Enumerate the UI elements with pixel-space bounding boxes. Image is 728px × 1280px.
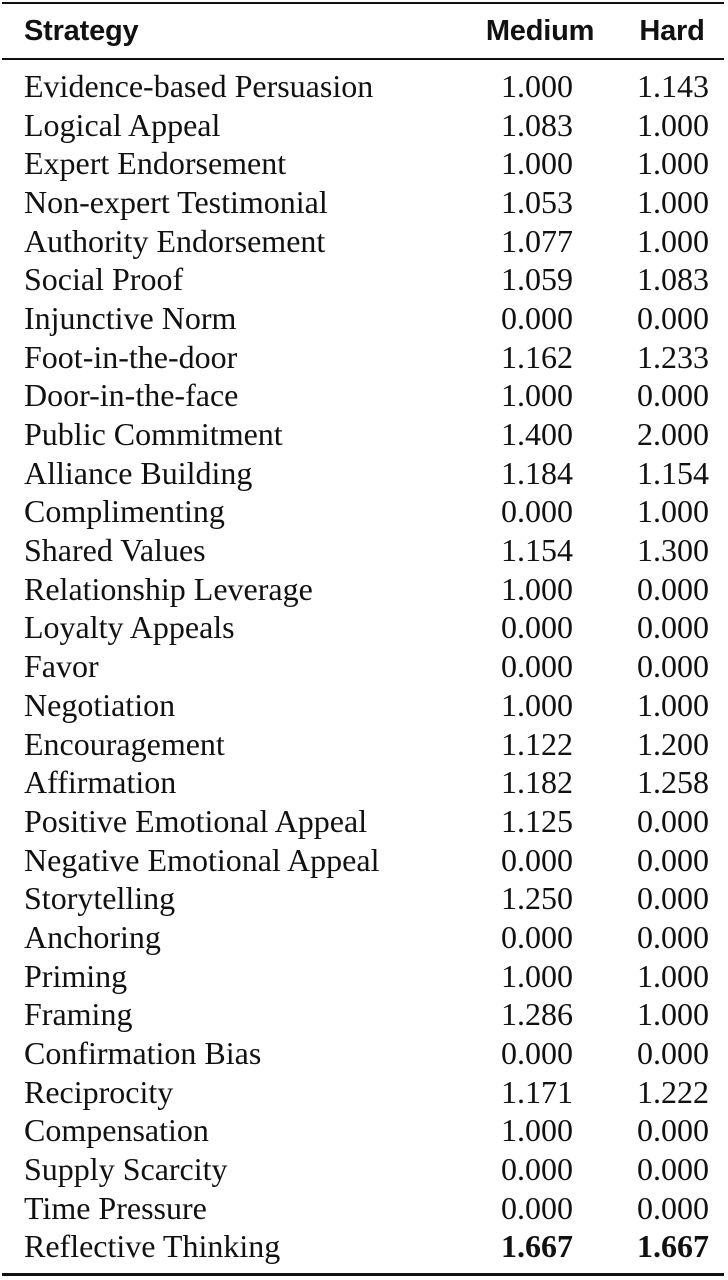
cell-medium: 1.125: [501, 802, 573, 839]
cell-hard: 1.000: [637, 996, 709, 1033]
cell-strategy: Favor: [24, 648, 99, 685]
table-row: [2, 222, 724, 261]
table-row: [2, 1034, 724, 1073]
cell-strategy: Loyalty Appeals: [24, 609, 235, 646]
cell-strategy: Complimenting: [24, 493, 225, 530]
table-row: [2, 1189, 724, 1228]
cell-strategy: Confirmation Bias: [24, 1035, 262, 1072]
bottom-rule: [2, 1273, 724, 1275]
cell-hard: 0.000: [637, 841, 709, 878]
table-row: [2, 454, 724, 493]
cell-strategy: Negotiation: [24, 686, 176, 723]
cell-hard: 1.233: [637, 338, 709, 375]
cell-hard: 1.000: [637, 686, 709, 723]
cell-hard: 0.000: [637, 570, 709, 607]
cell-hard: 1.222: [637, 1073, 709, 1110]
cell-medium: 1.000: [501, 67, 573, 104]
table-row: [2, 995, 724, 1034]
cell-hard: 1.143: [637, 67, 709, 104]
cell-strategy: Social Proof: [24, 261, 184, 298]
cell-strategy: Time Pressure: [24, 1189, 207, 1226]
cell-strategy: Expert Endorsement: [24, 145, 287, 182]
table-row: [2, 183, 724, 222]
table-row: [2, 802, 724, 841]
cell-strategy: Storytelling: [24, 880, 176, 917]
cell-hard: 0.000: [637, 802, 709, 839]
cell-hard: 1.000: [637, 183, 709, 220]
cell-hard: 1.000: [637, 957, 709, 994]
cell-medium: 1.077: [501, 222, 573, 259]
cell-hard: 1.000: [637, 222, 709, 259]
cell-hard: 0.000: [637, 1035, 709, 1072]
cell-strategy: Foot-in-the-door: [24, 338, 238, 375]
cell-hard: 1.000: [637, 145, 709, 182]
cell-medium: 1.000: [501, 957, 573, 994]
cell-hard: 1.300: [637, 532, 709, 569]
cell-medium: 1.122: [501, 725, 573, 762]
cell-medium: 1.154: [501, 532, 573, 569]
table-row: [2, 1073, 724, 1112]
header-hard: Hard: [639, 14, 705, 47]
cell-hard: 0.000: [637, 1151, 709, 1188]
header-medium: Medium: [485, 14, 595, 47]
cell-medium: 0.000: [501, 918, 573, 955]
cell-medium: 1.400: [501, 416, 573, 453]
cell-hard: 0.000: [637, 648, 709, 685]
table-row: [2, 1150, 724, 1189]
cell-strategy: Anchoring: [24, 918, 161, 955]
cell-strategy: Reciprocity: [24, 1073, 174, 1110]
cell-hard: 1.667: [637, 1228, 709, 1265]
cell-medium: 1.162: [501, 338, 573, 375]
table-row: [2, 1228, 724, 1267]
cell-hard: 0.000: [637, 880, 709, 917]
cell-medium: 1.059: [501, 261, 573, 298]
table-row: [2, 260, 724, 299]
cell-strategy: Door-in-the-face: [24, 377, 239, 414]
cell-hard: 0.000: [637, 377, 709, 414]
table-row: [2, 338, 724, 377]
cell-strategy: Shared Values: [24, 532, 206, 569]
cell-medium: 0.000: [501, 648, 573, 685]
table-row: [2, 144, 724, 183]
header-strategy: Strategy: [24, 14, 139, 47]
cell-strategy: Injunctive Norm: [24, 299, 237, 336]
cell-hard: 1.000: [637, 106, 709, 143]
cell-medium: 1.182: [501, 764, 573, 801]
cell-medium: 1.000: [501, 145, 573, 182]
cell-medium: 1.000: [501, 377, 573, 414]
table-row: [2, 647, 724, 686]
cell-medium: 0.000: [501, 1151, 573, 1188]
table-row: [2, 415, 724, 454]
cell-hard: 1.083: [637, 261, 709, 298]
table-body: [2, 60, 724, 1273]
table-row: [2, 531, 724, 570]
cell-medium: 0.000: [501, 299, 573, 336]
cell-strategy: Compensation: [24, 1112, 209, 1149]
cell-strategy: Reflective Thinking: [24, 1228, 281, 1265]
table-row: [2, 763, 724, 802]
cell-hard: 1.258: [637, 764, 709, 801]
cell-medium: 1.000: [501, 1112, 573, 1149]
cell-medium: 0.000: [501, 1035, 573, 1072]
cell-medium: 1.184: [501, 454, 573, 491]
table-row: [2, 376, 724, 415]
cell-medium: 1.250: [501, 880, 573, 917]
cell-hard: 0.000: [637, 1189, 709, 1226]
cell-strategy: Public Commitment: [24, 416, 283, 453]
cell-hard: 1.200: [637, 725, 709, 762]
cell-medium: 1.083: [501, 106, 573, 143]
cell-hard: 0.000: [637, 299, 709, 336]
cell-medium: 1.667: [501, 1228, 573, 1265]
cell-strategy: Supply Scarcity: [24, 1151, 228, 1188]
cell-strategy: Framing: [24, 996, 133, 1033]
cell-strategy: Relationship Leverage: [24, 570, 313, 607]
table-row: [2, 686, 724, 725]
table-row: [2, 570, 724, 609]
cell-medium: 0.000: [501, 1189, 573, 1226]
cell-strategy: Non-expert Testimonial: [24, 183, 328, 220]
cell-medium: 0.000: [501, 841, 573, 878]
cell-medium: 0.000: [501, 493, 573, 530]
table-row: [2, 841, 724, 880]
cell-strategy: Logical Appeal: [24, 106, 221, 143]
cell-hard: 0.000: [637, 918, 709, 955]
cell-medium: 0.000: [501, 609, 573, 646]
cell-strategy: Evidence-based Persuasion: [24, 67, 374, 104]
table-row: [2, 725, 724, 764]
table-row: [2, 918, 724, 957]
cell-hard: 1.154: [637, 454, 709, 491]
table-row: [2, 67, 724, 106]
cell-medium: 1.000: [501, 686, 573, 723]
cell-strategy: Affirmation: [24, 764, 177, 801]
cell-strategy: Alliance Building: [24, 454, 253, 491]
cell-strategy: Positive Emotional Appeal: [24, 802, 368, 839]
cell-strategy: Priming: [24, 957, 128, 994]
strategy-table: [2, 2, 724, 1276]
cell-hard: 2.000: [637, 416, 709, 453]
cell-medium: 1.286: [501, 996, 573, 1033]
table-row: [2, 106, 724, 145]
table-row: [2, 957, 724, 996]
cell-strategy: Negative Emotional Appeal: [24, 841, 380, 878]
cell-hard: 0.000: [637, 609, 709, 646]
cell-hard: 1.000: [637, 493, 709, 530]
cell-strategy: Encouragement: [24, 725, 225, 762]
cell-medium: 1.000: [501, 570, 573, 607]
cell-medium: 1.171: [501, 1073, 573, 1110]
cell-hard: 0.000: [637, 1112, 709, 1149]
table-header-row: [2, 4, 724, 58]
cell-strategy: Authority Endorsement: [24, 222, 326, 259]
table-row: [2, 609, 724, 648]
table-row: [2, 1112, 724, 1151]
table-row: [2, 299, 724, 338]
table-row: [2, 879, 724, 918]
cell-medium: 1.053: [501, 183, 573, 220]
table-row: [2, 493, 724, 532]
